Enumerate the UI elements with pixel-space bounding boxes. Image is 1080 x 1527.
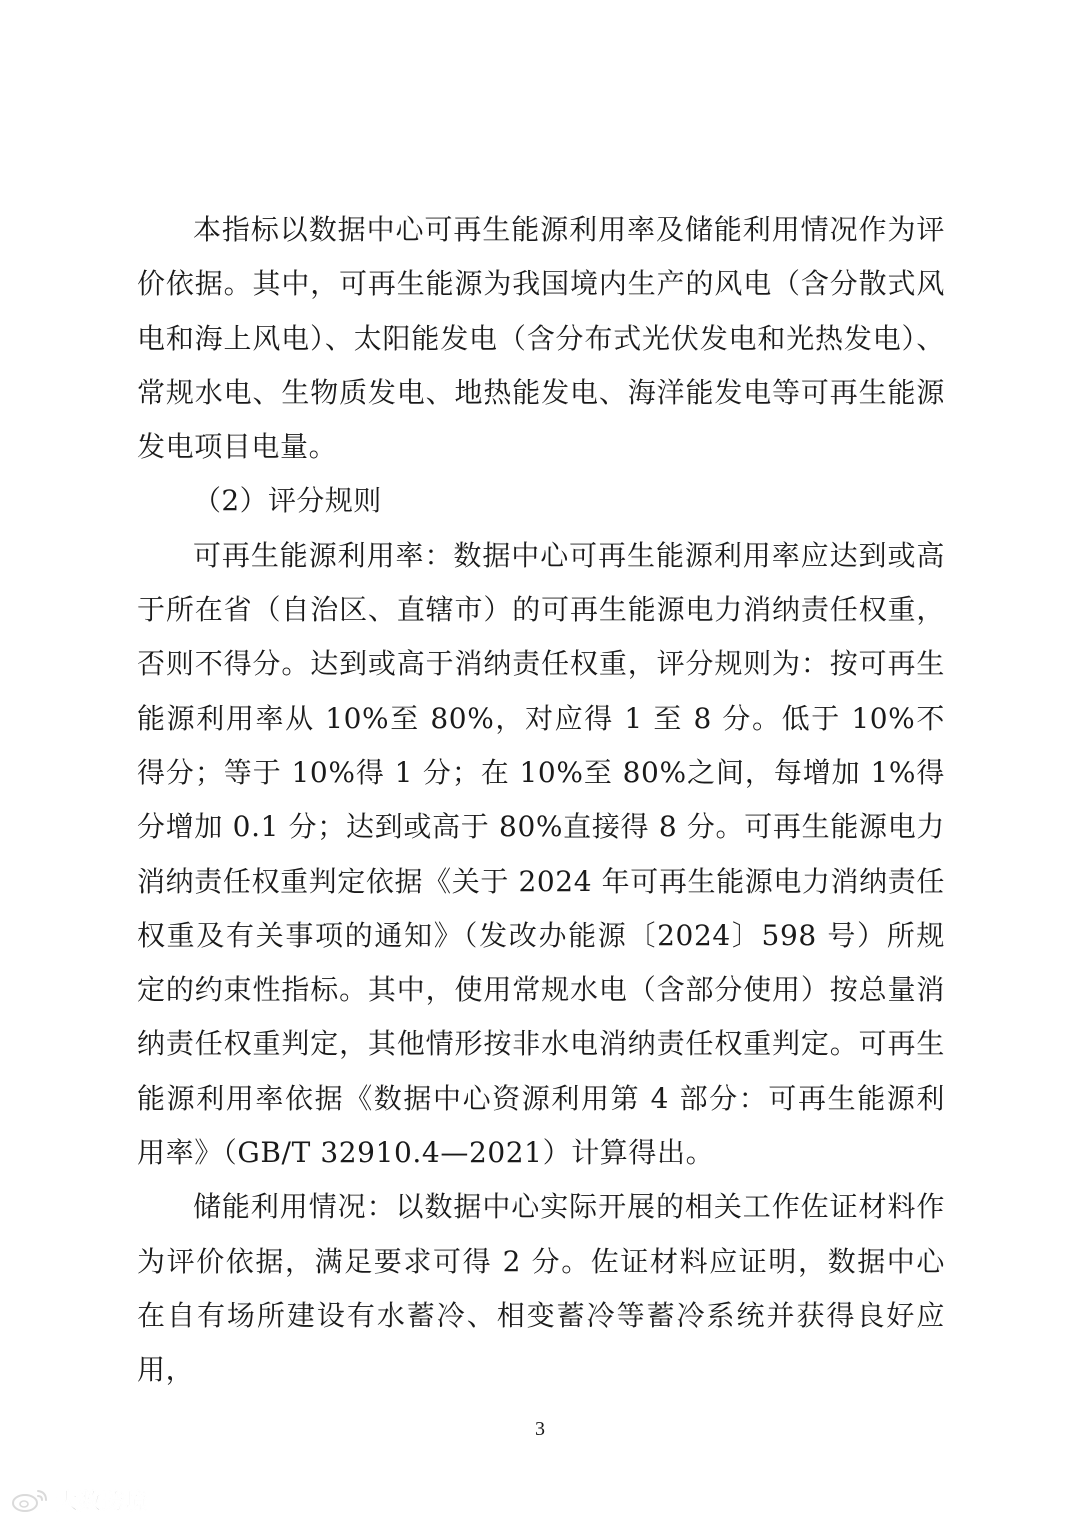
document-body (137, 203, 945, 1398)
weibo-logo-icon (10, 1487, 50, 1513)
paragraph-indicator-basis: 本指标以数据中心可再生能源利用率及储能利用情况作为评价依据。其中，可再生能源为我国境内生产的风电（含分散式风电和海上风电）、太阳能发电（含分布式光伏发电和光热发电）、常规水电、生物质发电、地热能发电、海洋能发电等可再生能源发电项目电量。 (137, 213, 945, 464)
section-heading-scoring-rules: （2）评分规则 (193, 484, 382, 518)
watermark-text: 大数跨境 (56, 1489, 149, 1515)
paragraph-energy-storage: 储能利用情况：以数据中心实际开展的相关工作佐证材料作为评价依据，满足要求可得 2 分。佐证材料应证明，数据中心在自有场所建设有水蓄冷、相变蓄冷等蓄冷系统并获得良好应用， (137, 1190, 945, 1387)
paragraph-renewable-utilization: 可再生能源利用率：数据中心可再生能源利用率应达到或高于所在省（自治区、直辖市）的可再生能源电力消纳责任权重，否则不得分。达到或高于消纳责任权重，评分规则为：按可再生能源利用率从 10%至 80%，对应得 1 至 8 分。低于 10%不得分；等于 10%得 1 分；在 10%至 80%之间，每增加 1%得分增加 0.1 分；达到或高于 80%直接得 8 分。可再生能源电力消纳责任权重判定依据《关于 2024 年可再生能源电力消纳责任权重及有关事项的通知》（发改办能源〔2024〕598 号）所规定的约束性指标。其中，使用常规水电（含部分使用）按总量消纳责任权重判定，其他情形按非水电消纳责任权重判定。可再生能源利用率依据《数据中心资源利用第 4 部分：可再生能源利用率》（GB/T 32910.4—2021）计算得出。 (137, 538, 945, 1170)
page-number: 3 (535, 1418, 545, 1440)
watermark (10, 1485, 148, 1515)
